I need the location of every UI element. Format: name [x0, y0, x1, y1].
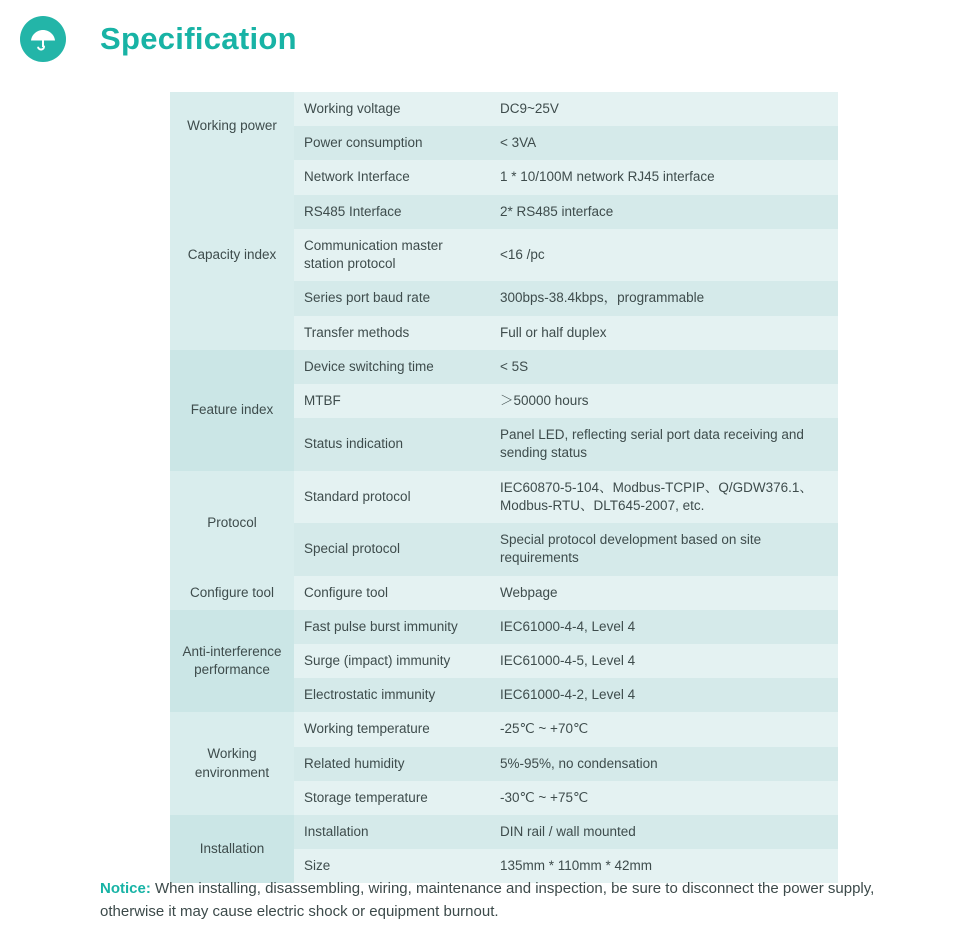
value-cell: IEC61000-4-5, Level 4 [490, 644, 838, 678]
label-cell: Special protocol [294, 523, 490, 575]
category-cell: Installation [170, 815, 294, 883]
notice-keyword: Notice: [100, 880, 151, 897]
label-cell: Surge (impact) immunity [294, 644, 490, 678]
label-cell: Storage temperature [294, 781, 490, 815]
label-cell: Network Interface [294, 160, 490, 194]
notice-block [100, 878, 930, 923]
value-cell: Special protocol development based on site requirements [490, 523, 838, 575]
label-cell: Standard protocol [294, 471, 490, 523]
label-cell: Related humidity [294, 747, 490, 781]
category-cell: Anti-interference performance [170, 610, 294, 713]
value-cell: < 5S [490, 350, 838, 384]
table-row [170, 576, 838, 610]
specification-table [170, 92, 838, 883]
table-row [170, 160, 838, 194]
value-cell: 1 * 10/100M network RJ45 interface [490, 160, 838, 194]
label-cell: Electrostatic immunity [294, 678, 490, 712]
value-cell: IEC60870-5-104、Modbus-TCPIP、Q/GDW376.1、Modbus-RTU、DLT645-2007, etc. [490, 471, 838, 523]
category-cell: Working environment [170, 712, 294, 815]
value-cell: Webpage [490, 576, 838, 610]
label-cell: RS485 Interface [294, 195, 490, 229]
label-cell: Power consumption [294, 126, 490, 160]
value-cell: <16 /pc [490, 229, 838, 281]
label-cell: MTBF [294, 384, 490, 418]
value-cell: 135mm * 110mm * 42mm [490, 849, 838, 883]
value-cell: DC9~25V [490, 92, 838, 126]
value-cell: -25℃ ~ +70℃ [490, 712, 838, 746]
label-cell: Working temperature [294, 712, 490, 746]
label-cell: Installation [294, 815, 490, 849]
page-header [0, 0, 968, 62]
page-title: Specification [100, 21, 297, 56]
value-cell: 300bps-38.4kbps，programmable [490, 281, 838, 315]
specification-table-wrapper [170, 92, 838, 883]
label-cell: Fast pulse burst immunity [294, 610, 490, 644]
value-cell: Panel LED, reflecting serial port data receiving and sending status [490, 418, 838, 470]
label-cell: Configure tool [294, 576, 490, 610]
table-row [170, 92, 838, 126]
label-cell: Series port baud rate [294, 281, 490, 315]
label-cell: Working voltage [294, 92, 490, 126]
table-row [170, 350, 838, 384]
value-cell: 5%-95%, no condensation [490, 747, 838, 781]
table-row [170, 712, 838, 746]
value-cell: IEC61000-4-2, Level 4 [490, 678, 838, 712]
label-cell: Device switching time [294, 350, 490, 384]
umbrella-badge-icon [20, 16, 66, 62]
table-row [170, 471, 838, 523]
category-cell: Capacity index [170, 160, 294, 349]
value-cell: 2* RS485 interface [490, 195, 838, 229]
value-cell: ＞50000 hours [490, 384, 838, 418]
value-cell: -30℃ ~ +75℃ [490, 781, 838, 815]
label-cell: Communication master station protocol [294, 229, 490, 281]
table-row [170, 610, 838, 644]
value-cell: DIN rail / wall mounted [490, 815, 838, 849]
value-cell: Full or half duplex [490, 316, 838, 350]
label-cell: Size [294, 849, 490, 883]
label-cell: Status indication [294, 418, 490, 470]
table-row [170, 815, 838, 849]
label-cell: Transfer methods [294, 316, 490, 350]
value-cell: < 3VA [490, 126, 838, 160]
category-cell: Protocol [170, 471, 294, 576]
value-cell: IEC61000-4-4, Level 4 [490, 610, 838, 644]
category-cell: Feature index [170, 350, 294, 471]
category-cell: Working power [170, 92, 294, 160]
category-cell: Configure tool [170, 576, 294, 610]
notice-text: When installing, disassembling, wiring, maintenance and inspection, be sure to disconnect the power supply, otherwise it may cause electric shock or equipment burnout. [100, 880, 875, 920]
